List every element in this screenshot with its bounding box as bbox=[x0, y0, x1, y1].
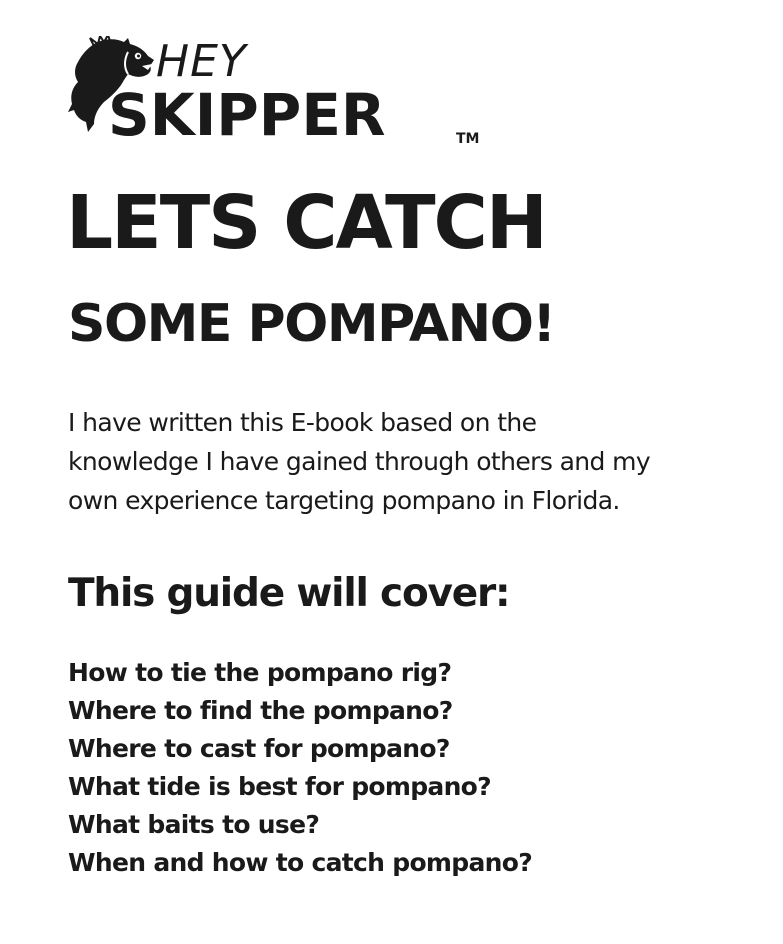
list-item: What tide is best for pompano? bbox=[68, 772, 491, 801]
list-item: How to tie the pompano rig? bbox=[68, 658, 452, 687]
intro-line: own experience targeting pompano in Florida. bbox=[68, 486, 620, 515]
guide-heading: This guide will cover: bbox=[68, 571, 510, 616]
page-title-line-1: LETS CATCH bbox=[66, 180, 546, 266]
page-title-line-2: SOME POMPANO! bbox=[68, 294, 555, 354]
logo-skipper-text: SKIPPER bbox=[108, 81, 386, 149]
list-item: Where to find the pompano? bbox=[68, 696, 453, 725]
intro-line: knowledge I have gained through others and my bbox=[68, 447, 651, 476]
logo-hey-text: HEY bbox=[156, 36, 247, 87]
intro-paragraph bbox=[68, 403, 758, 520]
list-item: When and how to catch pompano? bbox=[68, 848, 533, 877]
list-item: What baits to use? bbox=[68, 810, 320, 839]
intro-line: I have written this E-book based on the bbox=[68, 408, 537, 437]
list-item: Where to cast for pompano? bbox=[68, 734, 450, 763]
guide-topics-list bbox=[68, 654, 532, 882]
hey-skipper-logo bbox=[64, 36, 484, 156]
logo-trademark: TM bbox=[456, 131, 480, 147]
